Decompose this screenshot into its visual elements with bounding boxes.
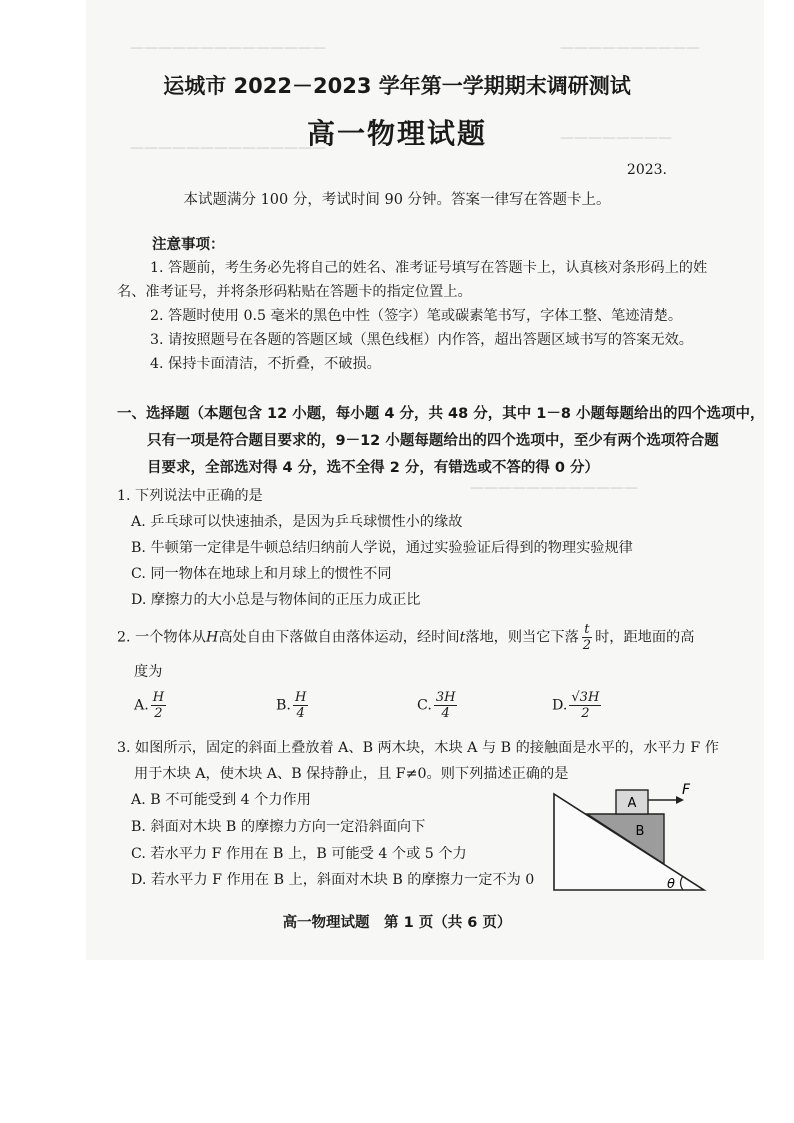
force-label: F — [682, 782, 691, 798]
question-3-option-b: B. 斜面对木块 B 的摩擦力方向一定沿斜面向下 — [131, 819, 426, 835]
question-3-option-c: C. 若水平力 F 作用在 B 上，B 可能受 4 个或 5 个力 — [131, 846, 467, 862]
question-3-option-d: D. 若水平力 F 作用在 B 上，斜面对木块 B 的摩擦力一定不为 0 — [131, 872, 535, 888]
question-1-option-b: B. 牛顿第一定律是牛顿总结归纳前人学说，通过实验验证后得到的物理实验规律 — [131, 540, 633, 556]
bleed-through-mark: ———————————— — [470, 480, 638, 496]
bleed-through-mark: ———————— — [560, 130, 672, 146]
question-2-stem-cont: 度为 — [134, 664, 163, 680]
exam-date: 2023. — [626, 162, 667, 178]
question-1-stem: 1. 下列说法中正确的是 — [117, 488, 263, 504]
bleed-through-mark: —————————————— — [130, 40, 326, 56]
question-3-stem: 3. 如图所示，固定的斜面上叠放着 A、B 两木块，木块 A 与 B 的接触面是水平的，水平力 F 作 — [117, 740, 719, 756]
section-heading-cont: 目要求，全部选对得 4 分，选不全得 2 分，有错选或不答的得 0 分） — [147, 460, 600, 476]
incline-figure — [540, 780, 720, 898]
question-2-stem: 2. 一个物体从H高处自由下落做自由落体运动，经时间t落地，则当它下落 $\frac{t}{2}$ 时，距地面的高 — [117, 622, 695, 653]
notice-heading: 注意事项： — [152, 237, 225, 253]
question-1-option-c: C. 同一物体在地球上和月球上的惯性不同 — [131, 566, 392, 582]
bleed-through-mark: —————————————— — [130, 140, 326, 156]
fraction: $\frac{t}{2}$ — [582, 622, 592, 653]
notice-item-1-cont: 名、准考证号，并将条形码粘贴在答题卡的指定位置上。 — [117, 284, 472, 300]
question-2-option-c: C. $\frac{3H}{4}$ — [417, 690, 456, 721]
section-heading-cont: 只有一项是符合题目要求的，9－12 小题每题给出的四个选项中，至少有两个选项符合题 — [147, 433, 719, 449]
block-b-label: B — [635, 824, 645, 839]
notice-item-2: 2. 答题时使用 0.5 毫米的黑色中性（签字）笔或碳素笔书写，字体工整、笔迹清楚。 — [150, 308, 683, 324]
notice-item-3: 3. 请按照题号在各题的答题区域（黑色线框）内作答，超出答题区域书写的答案无效。 — [150, 332, 693, 348]
exam-intro: 本试题满分 100 分，考试时间 90 分钟。答案一律写在答题卡上。 — [183, 192, 611, 208]
question-1-option-a: A. 乒乓球可以快速抽杀，是因为乒乓球惯性小的缘故 — [131, 514, 463, 530]
question-2-option-b: B. $\frac{H}{4}$ — [276, 690, 307, 721]
question-3-stem-cont: 用于木块 A，使木块 A、B 保持静止，且 F≠0。则下列描述正确的是 — [134, 766, 569, 782]
exam-title: 运城市 2022－2023 学年第一学期期末调研测试 — [163, 74, 631, 98]
question-2-option-d: D. $\frac{√3H}{2}$ — [552, 690, 600, 721]
page-footer: 高一物理试题 第 1 页（共 6 页） — [282, 915, 512, 931]
notice-item-4: 4. 保持卡面清洁，不折叠，不破损。 — [150, 356, 381, 372]
angle-label: θ — [667, 877, 675, 892]
subject-title: 高一物理试题 — [306, 117, 487, 150]
question-1-option-d: D. 摩擦力的大小总是与物体间的正压力成正比 — [131, 592, 421, 608]
notice-item-1: 1. 答题前，考生务必先将自己的姓名、准考证号填写在答题卡上，认真核对条形码上的姓 — [150, 260, 708, 276]
question-3-option-a: A. B 不可能受到 4 个力作用 — [131, 792, 311, 808]
question-2-option-a: A. $\frac{H}{2}$ — [134, 690, 165, 721]
bleed-through-mark: —————————— — [560, 40, 700, 56]
section-heading: 一、选择题（本题包含 12 小题，每小题 4 分，共 48 分，其中 1－8 小题每题给出的四个选项中， — [117, 406, 765, 422]
block-a-label: A — [627, 796, 637, 811]
